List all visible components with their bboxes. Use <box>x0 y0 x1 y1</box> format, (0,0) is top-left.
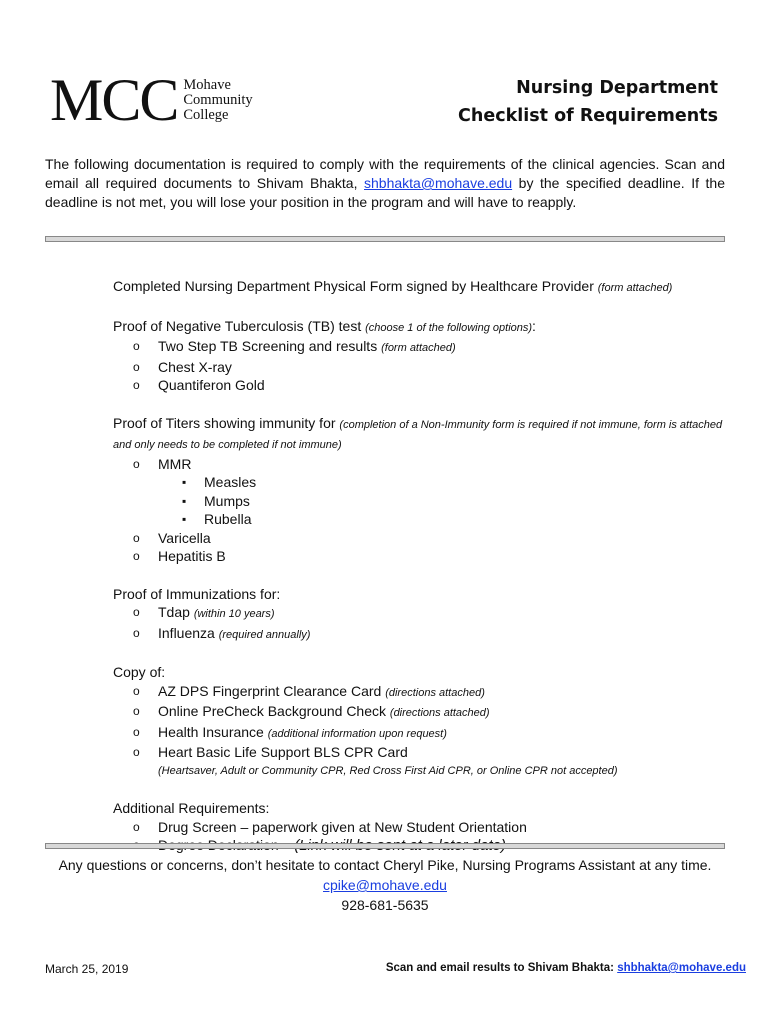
section-label: Proof of Negative Tuberculosis (TB) test <box>113 317 366 334</box>
sublist-item: ▪ Mumps <box>182 492 733 511</box>
item-note: (required annually) <box>218 628 311 641</box>
sublist-item: ▪ Rubella <box>182 510 733 529</box>
intro-text: The following documentation is required to comply with the requirements of the clinical agencies. Scan and email all required documents to Shivam Bhakta, <box>45 156 725 191</box>
footer-scan-label: Scan and email results to Shivam Bhakta: <box>385 962 618 974</box>
item-text: Varicella <box>158 529 211 546</box>
divider <box>45 843 725 849</box>
college-logo <box>50 67 253 133</box>
list-item <box>133 682 733 703</box>
college-name-line: College <box>183 106 229 123</box>
item-text: Quantiferon Gold <box>158 377 265 393</box>
requirements-list <box>113 277 733 875</box>
additional-list <box>113 818 733 856</box>
item-text: Tdap <box>158 604 194 620</box>
item-text: Influenza <box>158 624 219 641</box>
section-label: Completed Nursing Department Physical Form signed by Healthcare Provider <box>113 278 598 294</box>
section-note: (form attached) <box>597 282 673 294</box>
titers-section <box>113 414 733 566</box>
item-note: (form attached) <box>381 342 456 354</box>
item-text: Health Insurance <box>158 723 268 740</box>
section-label: Proof of Immunizations for: <box>113 585 281 602</box>
list-item <box>133 702 733 723</box>
section-heading <box>113 414 733 455</box>
title-line: Nursing Department <box>516 78 718 98</box>
intro-text: by the specified deadline. If the deadline is not met, you will lose your position in the program and will have to reapply. <box>45 175 725 210</box>
list-item <box>133 358 733 377</box>
list-item <box>133 723 733 744</box>
cpr-note: (Heartsaver, Adult or Community CPR, Red Cross First Aid CPR, or Online CPR not accepted) <box>158 764 618 777</box>
immunizations-list <box>113 603 733 644</box>
item-text: AZ DPS Fingerprint Clearance Card <box>158 682 386 699</box>
section-suffix: : <box>532 317 536 334</box>
item-note: (directions attached) <box>389 707 490 719</box>
footer-date: March 25, 2019 <box>45 962 129 976</box>
footer-scan-note <box>386 962 746 974</box>
title-line: Checklist of Requirements <box>458 106 718 126</box>
list-item <box>133 455 733 529</box>
item-text: Hepatitis B <box>158 548 226 564</box>
section-note: (completion of a Non-Immunity form is required if not immune, form is attached and only needs to be completed if not immune) <box>113 418 723 451</box>
item-text: Chest X-ray <box>158 358 232 375</box>
item-text: Heart Basic Life Support BLS CPR Card <box>158 744 408 760</box>
intro-paragraph <box>45 155 725 212</box>
item-note: (directions attached) <box>385 686 485 699</box>
copy-of-section <box>113 663 733 780</box>
section-heading <box>113 317 733 338</box>
contact-email-link[interactable]: cpike@mohave.edu <box>323 877 447 893</box>
item-text: Online PreCheck Background Check <box>158 703 390 719</box>
list-item <box>133 743 733 762</box>
contact-line: Any questions or concerns, don’t hesitate to contact Cheryl Pike, Nursing Programs Assistant at any time. <box>58 857 712 873</box>
item-text: MMR <box>158 455 192 472</box>
list-item <box>133 624 733 645</box>
college-name-line: Community <box>183 91 253 108</box>
divider <box>45 236 725 242</box>
section-label: Additional Requirements: <box>113 800 270 816</box>
mmr-sublist <box>158 473 733 529</box>
page-title <box>458 74 718 130</box>
list-item <box>133 376 733 395</box>
contact-block <box>0 855 770 915</box>
section-note: (choose 1 of the following options) <box>365 321 533 334</box>
intro-email-link[interactable]: shbhakta@mohave.edu <box>364 175 513 191</box>
item-text: Two Step TB Screening and results <box>158 338 382 354</box>
physical-section <box>113 277 733 298</box>
sublist-item: ▪ Measles <box>182 473 733 492</box>
section-label: Copy of: <box>113 664 166 680</box>
list-item <box>133 529 733 548</box>
logo-mark: MCC <box>50 67 178 133</box>
list-item <box>133 603 733 624</box>
section-label: Proof of Titers showing immunity for <box>113 414 340 431</box>
college-name-line: Mohave <box>183 76 231 93</box>
tb-section <box>113 317 733 395</box>
contact-phone: 928-681-5635 <box>341 897 429 913</box>
item-text: Drug Screen – paperwork given at New Student Orientation <box>158 818 527 835</box>
footer-email-link[interactable]: shbhakta@mohave.edu <box>617 962 746 974</box>
titers-list <box>113 455 733 566</box>
immunizations-section <box>113 585 733 645</box>
list-item <box>133 337 733 358</box>
list-item <box>133 547 733 566</box>
college-name <box>183 78 252 123</box>
tb-options <box>113 337 733 395</box>
copy-of-list <box>113 682 733 762</box>
list-item <box>133 818 733 837</box>
item-note: (additional information upon request) <box>267 727 447 740</box>
item-note: (within 10 years) <box>193 608 275 620</box>
